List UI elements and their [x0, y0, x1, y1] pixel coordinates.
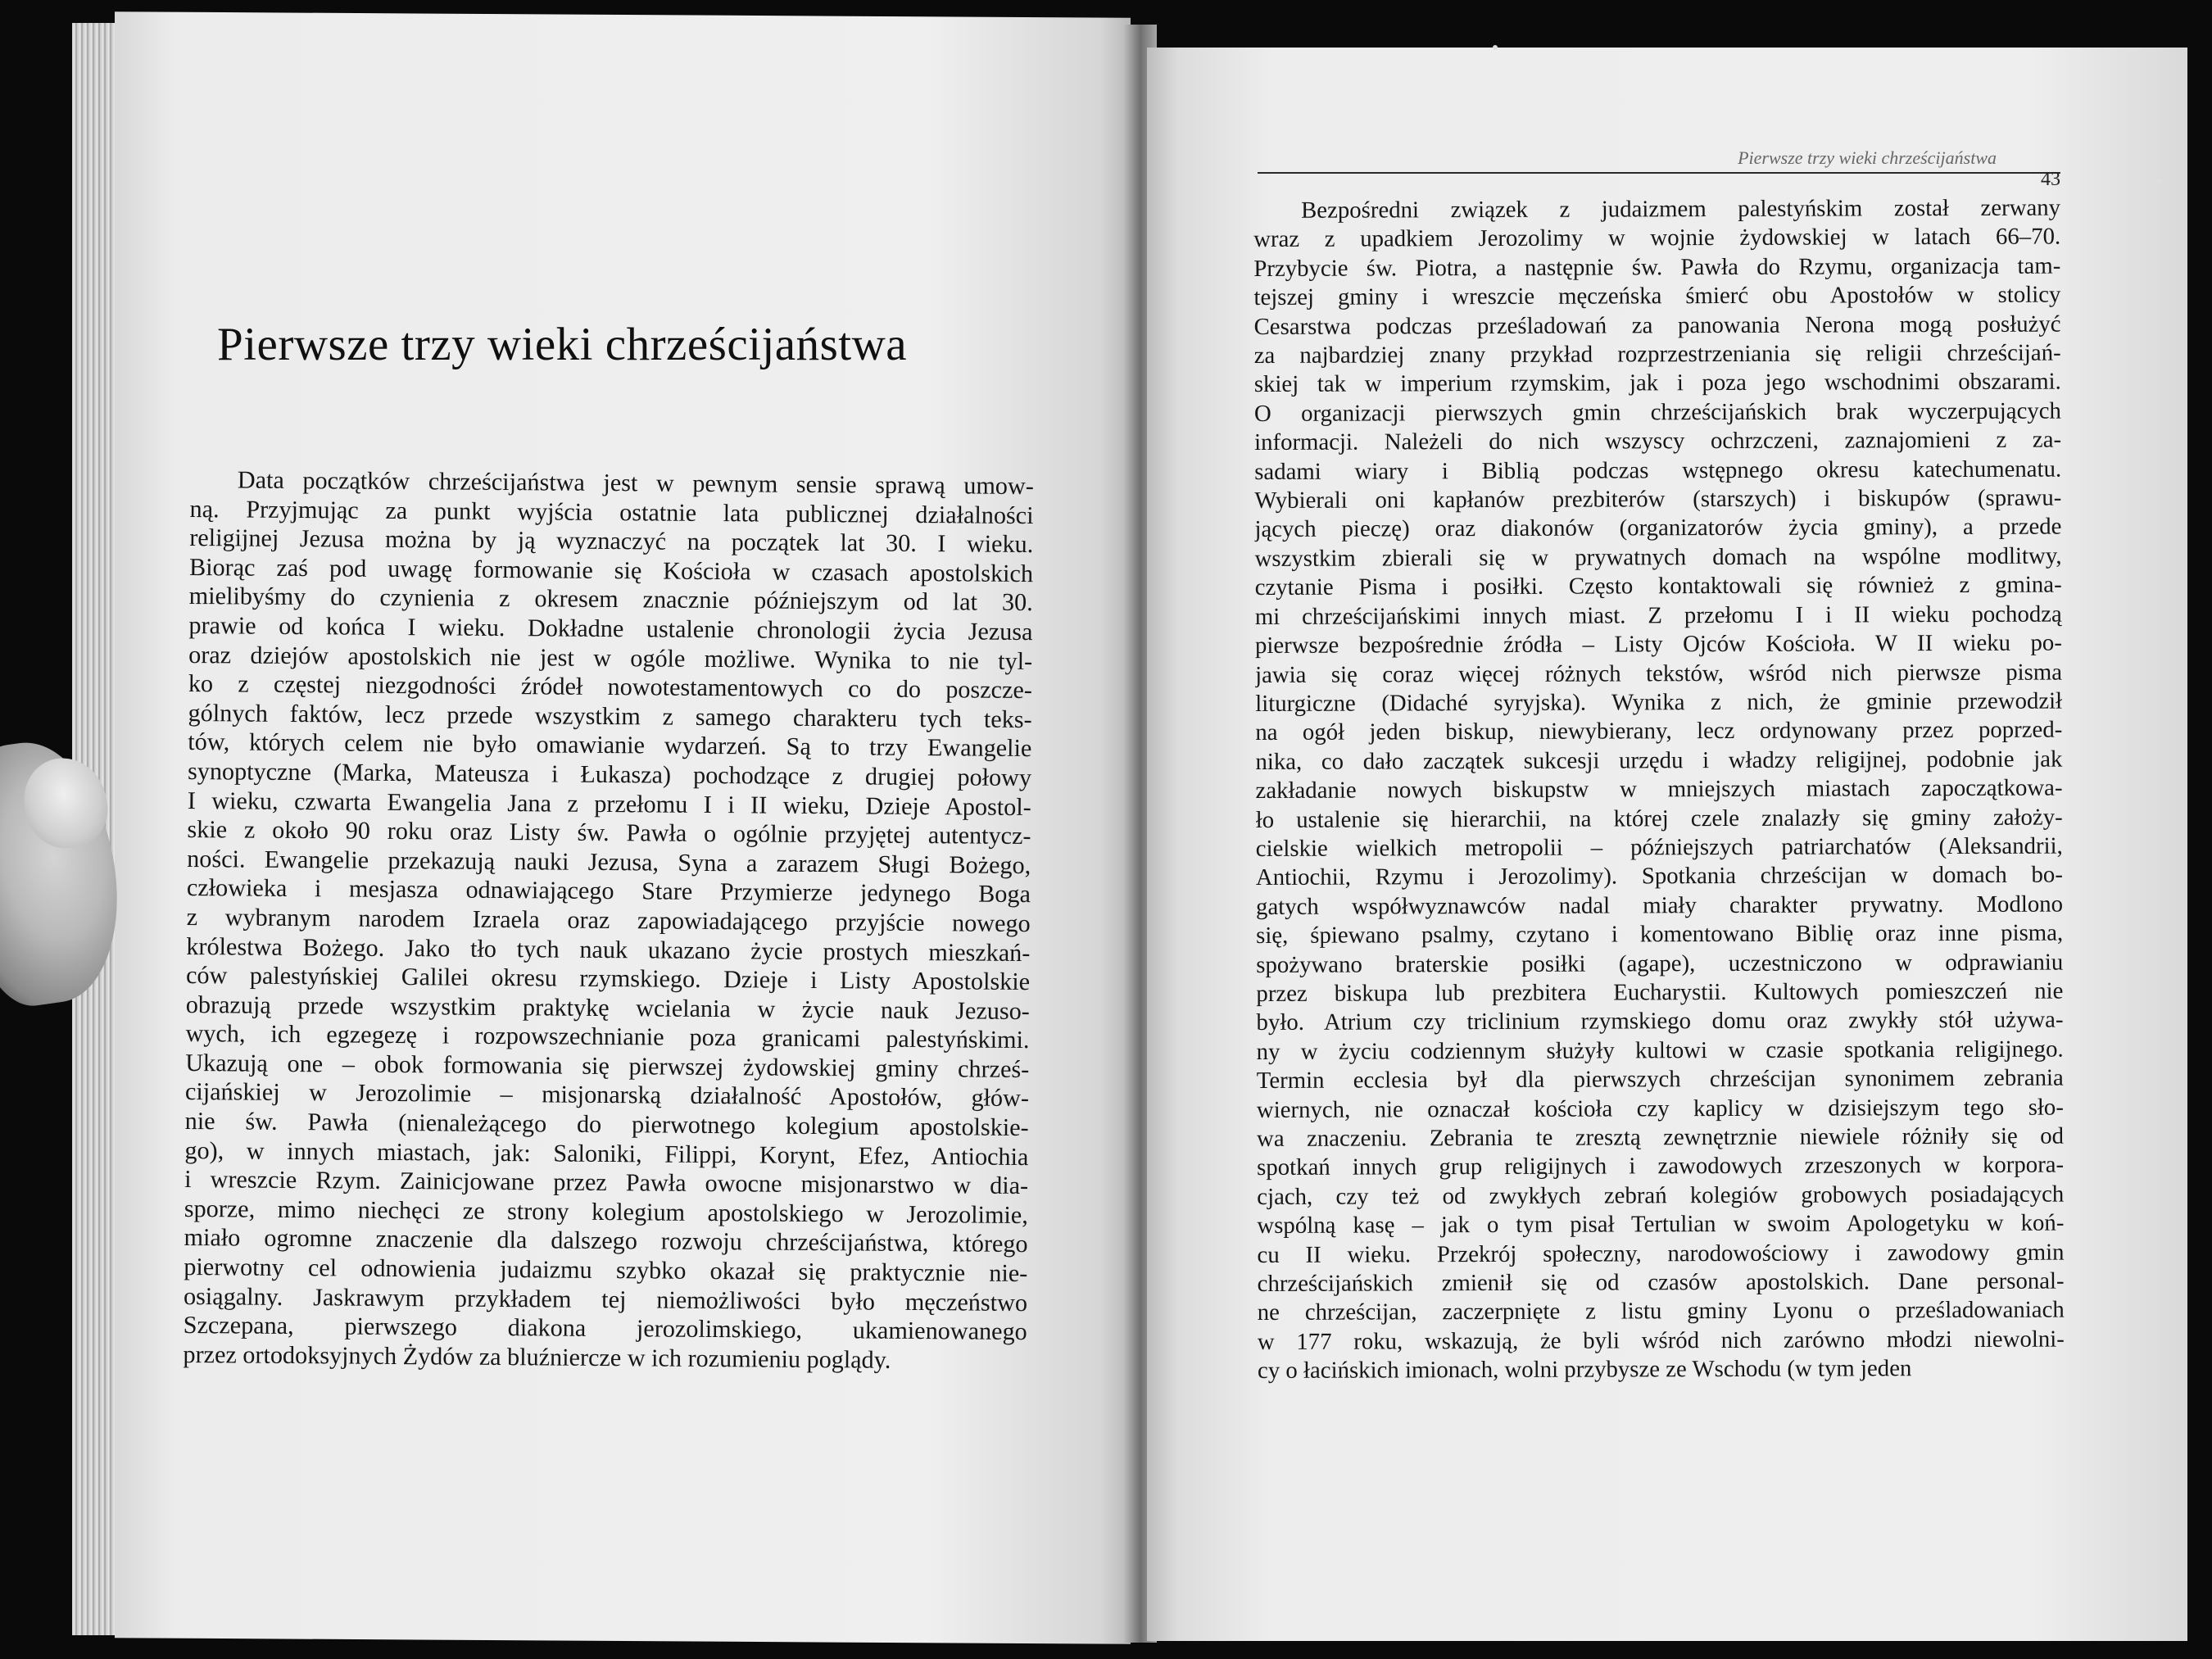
- text-line: się, śpiewano psalmy, czytano i komentowano Biblię oraz inne pisma,: [1256, 919, 2064, 950]
- text-line: przez biskupa lub prezbitera Eucharystii. Kultowych pomieszczeń nie: [1256, 977, 2064, 1007]
- text-line: prawie od końca I wieku. Dokładne ustalenie chronologii życia Jezusa: [188, 610, 1033, 646]
- text-line: pierwotny cel odnowienia judaizmu szybko okazał się praktycznie nie-: [184, 1253, 1028, 1288]
- text-line: cy o łacińskich imionach, wolni przybysze ze Wschodu (w tym jeden: [1257, 1355, 1912, 1385]
- text-line: sadami wiary i Biblią podczas wstępnego okresu katechumenatu.: [1254, 456, 2062, 485]
- text-line: obrazują przede wszystkim praktykę wcielania w życie nauk Jezuso-: [185, 990, 1030, 1025]
- text-line: spotkań innych grup religijnych i zawodowych zrzeszonych w korpora-: [1257, 1151, 2065, 1181]
- running-head: [1258, 146, 2060, 190]
- dust-speck: [1493, 45, 1498, 50]
- text-line: osiągalny. Jaskrawym przykładem tej niemożliwości było męczeństwo: [183, 1281, 1028, 1317]
- text-line: chrześcijańskich zmienił się od czasów apostolskich. Dane personal-: [1257, 1267, 2065, 1298]
- chapter-title: Pierwsze trzy wieki chrześcijaństwa: [217, 319, 908, 370]
- text-line: zakładanie nowych biskupstw w mniejszych miastach zapoczątkowa-: [1255, 774, 2063, 805]
- text-line: informacji. Należeli do nich wszyscy ochrzczeni, zaznajomieni z za-: [1253, 426, 2062, 456]
- text-line: wych, ich egzegezę i rozpowszechnianie poza granicami palestyńskimi.: [185, 1019, 1030, 1054]
- text-line: jących pieczę) oraz diakonów (organizatorów życia gminy), a przede: [1254, 514, 2062, 543]
- text-line: czytanie Pisma i posiłki. Często kontaktowali się również z gmina-: [1254, 571, 2062, 601]
- text-line: miało ogromne znaczenie dla dalszego rozwoju chrześcijaństwa, którego: [184, 1223, 1028, 1258]
- text-line: mielibyśmy do czynienia z okresem znacznie późniejszym od lat 30.: [188, 582, 1033, 617]
- dust-speck: [2156, 179, 2161, 184]
- text-line: Cesarstwa podczas prześladowań za panowania Nerona mogą posłużyć: [1253, 310, 2061, 340]
- left-page-text: [183, 465, 1034, 1376]
- text-line: było. Atrium czy triclinium rzymskiego domu oraz zwykły stół używa-: [1256, 1006, 2064, 1036]
- text-line: za najbardziej znany przykład rozprzestrzeniania się religii chrześcijań-: [1253, 339, 2061, 369]
- text-line: Bezpośredni związek z judaizmem palestyńskim został zerwany: [1301, 194, 2061, 224]
- text-line: liturgiczne (Didaché syryjska). Wynika z nich, że gminie przewodził: [1255, 687, 2063, 717]
- text-line: Data początków chrześcijaństwa jest w pewnym sensie sprawą umow-: [237, 465, 1034, 501]
- text-line: wa znaczeniu. Zebrania te zresztą zewnętrznie niewiele różniły się od: [1256, 1122, 2065, 1152]
- text-line: gólnych faktów, lecz przede wszystkim z samego charakteru tych teks-: [188, 698, 1032, 733]
- text-line: ców palestyńskiej Galilei okresu rzymskiego. Dzieje i Listy Apostolskie: [185, 961, 1031, 996]
- text-line: religijnej Jezusa można by ją wyznaczyć na początek lat 30. I wieku.: [189, 524, 1034, 559]
- text-line: wspólną kasę – jak o tym pisał Tertulian w swoim Apologetyku w koń-: [1257, 1209, 2065, 1240]
- text-line: synoptyczne (Marka, Mateusza i Łukasza) pochodzące z drugiej połowy: [187, 756, 1032, 792]
- text-line: cijańskiej w Jerozolimie – misjonarską działalność Apostołów, głów-: [184, 1077, 1030, 1113]
- text-line: przez ortodoksyjnych Żydów za bluźniercze w ich rozumieniu poglądy.: [183, 1339, 891, 1374]
- text-line: w 177 roku, wskazują, że byli wśród nich zarówno młodzi niewolni-: [1257, 1326, 2065, 1355]
- text-line: I wieku, czwarta Ewangelia Jana z przełomu I i II wieku, Dzieje Apostol-: [187, 786, 1031, 821]
- text-line: oraz dziejów apostolskich nie jest w ogóle możliwe. Wynika to nie tyl-: [188, 640, 1033, 675]
- text-line: Biorąc zaś pod uwagę formowanie się Kościoła w czasach apostolskich: [188, 552, 1034, 587]
- text-line: królestwa Bożego. Jako tło tych nauk ukazano życie prostych mieszkań-: [186, 931, 1031, 967]
- text-line: i wreszcie Rzym. Zainicjowane przez Pawła owocne misjonarstwo w dia-: [184, 1165, 1029, 1200]
- text-line: człowieka i mesjasza odnawiającego Stare Przymierze jedynego Boga: [186, 873, 1031, 909]
- text-line: go), w innych miastach, jak: Saloniki, Filippi, Korynt, Efez, Antiochia: [184, 1135, 1029, 1171]
- text-line: tów, których celem nie było omawianie wydarzeń. Są to trzy Ewangelie: [188, 728, 1032, 763]
- text-line: gatych współwyznawców nadal miały charakter prywatny. Modlono: [1255, 891, 2064, 920]
- text-line: cjach, czy też od zwykłych zebrań kolegiów grobowych posiadających: [1257, 1181, 2065, 1210]
- text-line: ko z częstej niezgodności źródeł nowotestamentowych co do poszcze-: [188, 669, 1033, 705]
- text-line: nika, co dało zaczątek sukcesji urzędu i władzy religijnej, podobnie jak: [1255, 746, 2063, 775]
- text-line: spożywano braterskie posiłki (agape), uczestniczono w odprawianiu: [1256, 949, 2064, 978]
- text-line: skie z około 90 roku oraz Listy św. Pawła o ogólnie przyjętej autentycz-: [187, 815, 1031, 850]
- text-line: jawia się coraz więcej różnych tekstów, wśród nich pierwsze pisma: [1254, 659, 2063, 688]
- running-head-title: Pierwsze trzy wieki chrześcijaństwa: [1738, 147, 1997, 168]
- text-line: ności. Ewangelie przekazują nauki Jezusa, Syna a zarazem Sługi Bożego,: [187, 844, 1031, 879]
- text-line: tejszej gminy i wreszcie męczeńska śmierć obu Apostołów w stolicy: [1253, 281, 2061, 311]
- text-line: cu II wieku. Przekrój społeczny, narodowościowy i zawodowy gmin: [1257, 1239, 2065, 1268]
- text-line: ny w życiu codziennym służyły kultowi w czasie spotkania religijnego.: [1256, 1036, 2064, 1065]
- text-line: ną. Przyjmując za punkt wyjścia ostatnie lata publicznej działalności: [189, 494, 1034, 529]
- text-line: wraz z upadkiem Jerozolimy w wojnie żydowskiej w latach 66–70.: [1253, 223, 2061, 253]
- text-line: Szczepana, pierwszego diakona jerozolimskiego, ukamienowanego: [183, 1311, 1027, 1346]
- text-line: wszystkim zbierali się w prywatnych domach na wspólne modlitwy,: [1254, 542, 2062, 572]
- text-line: skiej tak w imperium rzymskim, jak i poza jego wschodnimi obszarami.: [1253, 368, 2061, 398]
- text-line: Ukazują one – obok formowania się pierwszej żydowskiej gminy chrześ-: [185, 1048, 1030, 1083]
- text-line: Termin ecclesia był dla pierwszych chrześcijan synonimem zebrania: [1256, 1064, 2064, 1095]
- text-line: sporze, mimo niechęci ze strony kolegium apostolskiego w Jerozolimie,: [184, 1194, 1028, 1229]
- text-line: mi chrześcijańskimi innych miast. Z przełomu I i II wieku pochodzą: [1254, 601, 2062, 630]
- text-line: ło ustalenie się hierarchii, na której czele znalazły się gminy założy-: [1255, 804, 2063, 833]
- text-line: O organizacji pierwszych gmin chrześcijańskich brak wyczerpujących: [1253, 397, 2061, 427]
- text-line: cielskie wielkich metropolii – późniejszych patriarchatów (Aleksandrii,: [1255, 832, 2063, 862]
- text-line: Wybierali oni kapłanów prezbiterów (starszych) i biskupów (sprawu-: [1254, 484, 2062, 514]
- text-line: Przybycie św. Piotra, a następnie św. Pawła do Rzymu, organizacja tam-: [1253, 252, 2061, 282]
- right-page-text: [1253, 194, 2065, 1386]
- text-line: wiernych, nie oznaczał kościoła czy kaplicy w dzisiejszym tego sło-: [1256, 1094, 2064, 1123]
- page-number: 43: [2041, 169, 2060, 190]
- text-line: na ogół jeden biskup, niewybierany, lecz ordynowany przez poprzed-: [1255, 716, 2063, 746]
- text-line: ne chrześcijan, zaczerpnięte z listu gminy Lyonu o prześladowaniach: [1257, 1296, 2065, 1326]
- text-line: z wybranym narodem Izraela oraz zapowiadającego przyjście nowego: [186, 902, 1031, 937]
- text-line: pierwsze bezpośrednie źródła – Listy Ojców Kościoła. W II wieku po-: [1254, 629, 2062, 660]
- text-line: Antiochii, Rzymu i Jerozolimy). Spotkania chrześcijan w domach bo-: [1255, 861, 2063, 891]
- text-line: nie św. Pawła (nienależącego do pierwotnego kolegium apostolskie-: [184, 1107, 1029, 1142]
